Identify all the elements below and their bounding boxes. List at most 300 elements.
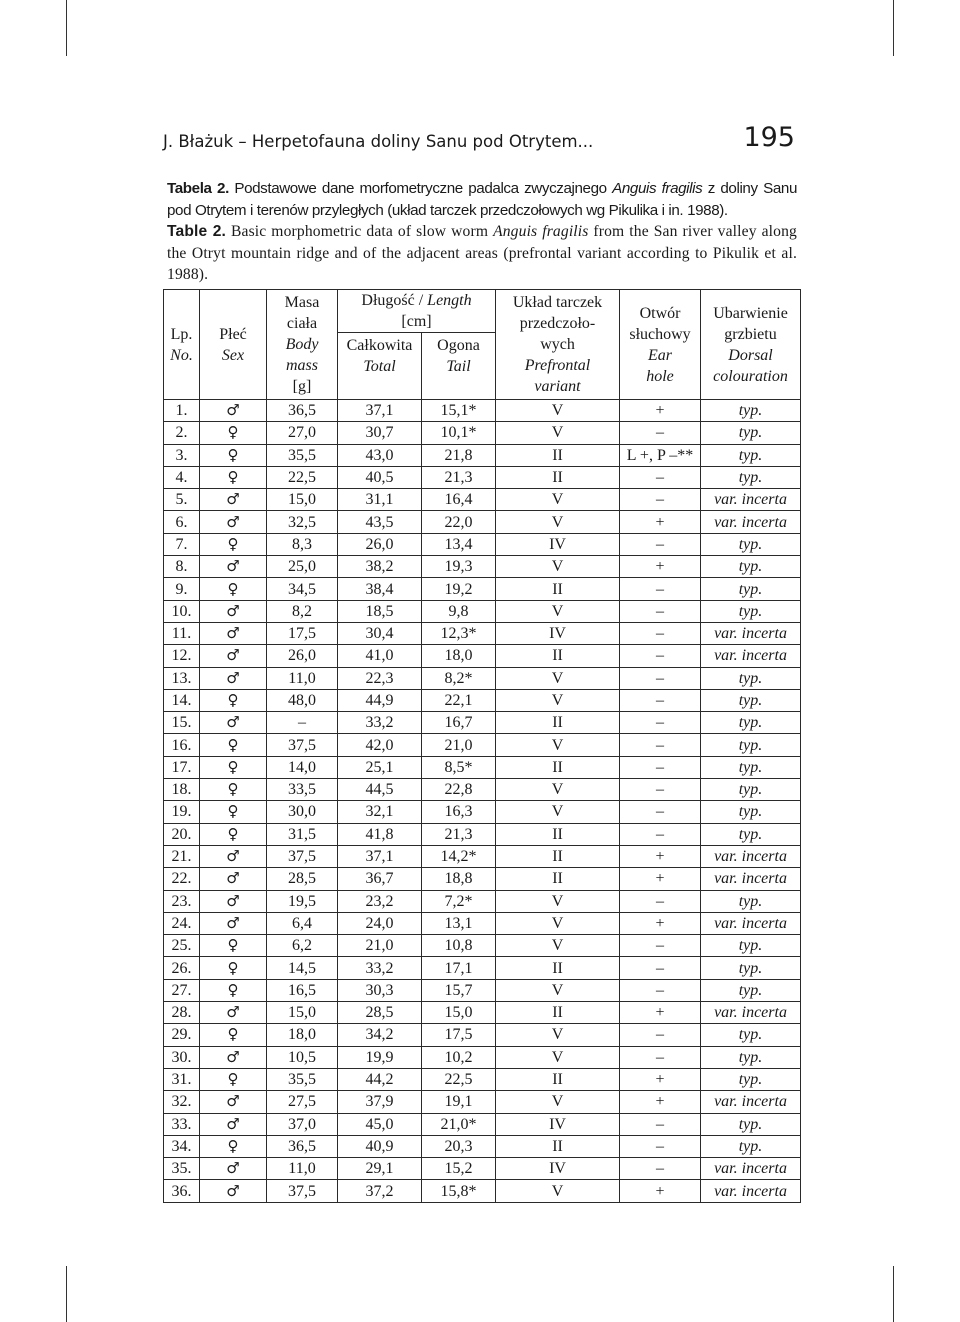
cell-total-length: 18,5 bbox=[338, 600, 422, 622]
cell-prefrontal: II bbox=[496, 1068, 620, 1090]
cell-no: 3. bbox=[164, 444, 200, 466]
table-row bbox=[164, 957, 801, 979]
cell-tail-length: 19,2 bbox=[422, 578, 496, 600]
cell-ear-hole: – bbox=[620, 712, 701, 734]
header-pref-pl2: przedczoło- bbox=[519, 315, 596, 332]
header-sex-pl: Płeć bbox=[219, 325, 247, 343]
cell-ear-hole: – bbox=[620, 957, 701, 979]
cell-dorsal: typ. bbox=[701, 600, 801, 622]
cell-ear-hole: + bbox=[620, 556, 701, 578]
cell-sex: ♂ bbox=[200, 622, 267, 644]
cell-prefrontal: II bbox=[496, 823, 620, 845]
cell-total-length: 21,0 bbox=[338, 935, 422, 957]
header-total-en: Total bbox=[363, 358, 396, 375]
cell-total-length: 30,3 bbox=[338, 979, 422, 1001]
cell-mass: 18,0 bbox=[267, 1024, 338, 1046]
cell-tail-length: 12,3* bbox=[422, 622, 496, 644]
cell-mass: 8,2 bbox=[267, 600, 338, 622]
cell-tail-length: 21,8 bbox=[422, 444, 496, 466]
cell-total-length: 41,0 bbox=[338, 645, 422, 667]
cell-dorsal: typ. bbox=[701, 1046, 801, 1068]
caption-english bbox=[167, 221, 797, 286]
cell-total-length: 22,3 bbox=[338, 667, 422, 689]
cell-total-length: 40,5 bbox=[338, 466, 422, 488]
cell-prefrontal: V bbox=[496, 1046, 620, 1068]
cell-total-length: 37,1 bbox=[338, 845, 422, 867]
cell-no: 30. bbox=[164, 1046, 200, 1068]
cell-tail-length: 22,5 bbox=[422, 1068, 496, 1090]
table-row bbox=[164, 823, 801, 845]
table-row bbox=[164, 756, 801, 778]
cell-total-length: 38,2 bbox=[338, 556, 422, 578]
cell-no: 8. bbox=[164, 556, 200, 578]
cell-no: 18. bbox=[164, 779, 200, 801]
cell-prefrontal: V bbox=[496, 912, 620, 934]
cell-no: 31. bbox=[164, 1068, 200, 1090]
cell-total-length: 38,4 bbox=[338, 578, 422, 600]
cell-prefrontal: II bbox=[496, 712, 620, 734]
cell-sex: ♀ bbox=[200, 779, 267, 801]
cell-total-length: 40,9 bbox=[338, 1135, 422, 1157]
cell-prefrontal: V bbox=[496, 667, 620, 689]
cell-prefrontal: V bbox=[496, 400, 620, 422]
cell-dorsal: var. incerta bbox=[701, 845, 801, 867]
table-row bbox=[164, 1046, 801, 1068]
header-sex-en: Sex bbox=[221, 346, 245, 364]
cell-total-length: 41,8 bbox=[338, 823, 422, 845]
cell-total-length: 28,5 bbox=[338, 1002, 422, 1024]
cell-ear-hole: + bbox=[620, 1002, 701, 1024]
cell-prefrontal: V bbox=[496, 511, 620, 533]
table-row bbox=[164, 1091, 801, 1113]
cell-prefrontal: V bbox=[496, 1091, 620, 1113]
cell-ear-hole: – bbox=[620, 1135, 701, 1157]
cell-ear-hole: – bbox=[620, 622, 701, 644]
cell-tail-length: 10,1* bbox=[422, 422, 496, 444]
cell-mass: 6,2 bbox=[267, 935, 338, 957]
cell-total-length: 42,0 bbox=[338, 734, 422, 756]
cell-prefrontal: V bbox=[496, 600, 620, 622]
cell-no: 26. bbox=[164, 957, 200, 979]
cell-no: 12. bbox=[164, 645, 200, 667]
cell-prefrontal: V bbox=[496, 1024, 620, 1046]
cell-tail-length: 21,0* bbox=[422, 1113, 496, 1135]
cell-total-length: 30,4 bbox=[338, 622, 422, 644]
table-row bbox=[164, 489, 801, 511]
cell-dorsal: var. incerta bbox=[701, 1158, 801, 1180]
cell-dorsal: typ. bbox=[701, 1135, 801, 1157]
cell-no: 32. bbox=[164, 1091, 200, 1113]
cell-dorsal: typ. bbox=[701, 957, 801, 979]
cell-mass: 11,0 bbox=[267, 1158, 338, 1180]
cell-total-length: 44,2 bbox=[338, 1068, 422, 1090]
cell-ear-hole: – bbox=[620, 756, 701, 778]
cell-dorsal: typ. bbox=[701, 667, 801, 689]
cell-mass: 30,0 bbox=[267, 801, 338, 823]
table-row bbox=[164, 1024, 801, 1046]
cell-tail-length: 9,8 bbox=[422, 600, 496, 622]
cell-no: 36. bbox=[164, 1180, 200, 1202]
cell-dorsal: typ. bbox=[701, 756, 801, 778]
header-length-unit: [cm] bbox=[401, 313, 432, 330]
table-row bbox=[164, 1113, 801, 1135]
header-pref-pl1: Układ tarczek bbox=[512, 294, 603, 311]
cell-tail-length: 8,2* bbox=[422, 667, 496, 689]
table-row bbox=[164, 712, 801, 734]
cell-mass: 37,0 bbox=[267, 1113, 338, 1135]
cell-mass: 11,0 bbox=[267, 667, 338, 689]
cell-sex: ♂ bbox=[200, 912, 267, 934]
cell-total-length: 36,7 bbox=[338, 868, 422, 890]
cell-sex: ♂ bbox=[200, 645, 267, 667]
cell-total-length: 29,1 bbox=[338, 1158, 422, 1180]
cell-no: 22. bbox=[164, 868, 200, 890]
cell-tail-length: 18,8 bbox=[422, 868, 496, 890]
cell-mass: 22,5 bbox=[267, 466, 338, 488]
cell-ear-hole: – bbox=[620, 1024, 701, 1046]
header-dorsal-pl1: Ubarwienie bbox=[713, 304, 788, 322]
cell-no: 4. bbox=[164, 466, 200, 488]
cell-prefrontal: V bbox=[496, 1180, 620, 1202]
cell-mass: 37,5 bbox=[267, 1180, 338, 1202]
cell-no: 13. bbox=[164, 667, 200, 689]
crop-mark-bottom-right bbox=[893, 1266, 894, 1322]
caption-polish bbox=[167, 178, 797, 221]
cell-no: 25. bbox=[164, 935, 200, 957]
header-length bbox=[338, 290, 496, 333]
table-row bbox=[164, 801, 801, 823]
cell-sex: ♂ bbox=[200, 1046, 267, 1068]
cell-dorsal: typ. bbox=[701, 935, 801, 957]
cell-ear-hole: – bbox=[620, 600, 701, 622]
caption-en-text-after: from the San river valley along the Otryt mountain ridge and of the adjacent areas (prefrontal variant according to Pikulik et al. 1988). bbox=[167, 223, 797, 283]
cell-sex: ♀ bbox=[200, 979, 267, 1001]
cell-no: 17. bbox=[164, 756, 200, 778]
table-row bbox=[164, 578, 801, 600]
cell-ear-hole: – bbox=[620, 979, 701, 1001]
header-pref-pl3: wych bbox=[540, 336, 575, 353]
cell-sex: ♂ bbox=[200, 1002, 267, 1024]
cell-prefrontal: V bbox=[496, 422, 620, 444]
header-dorsal bbox=[701, 290, 801, 400]
cell-tail-length: 19,1 bbox=[422, 1091, 496, 1113]
cell-mass: 31,5 bbox=[267, 823, 338, 845]
cell-tail-length: 8,5* bbox=[422, 756, 496, 778]
cell-mass: 8,3 bbox=[267, 533, 338, 555]
cell-tail-length: 13,1 bbox=[422, 912, 496, 934]
cell-no: 34. bbox=[164, 1135, 200, 1157]
cell-sex: ♀ bbox=[200, 801, 267, 823]
cell-mass: 19,5 bbox=[267, 890, 338, 912]
caption-en-text-before: Basic morphometric data of slow worm bbox=[226, 223, 494, 240]
cell-total-length: 33,2 bbox=[338, 957, 422, 979]
cell-sex: ♀ bbox=[200, 689, 267, 711]
caption-pl-text-before: Podstawowe dane morfometryczne padalca zwyczajnego bbox=[228, 180, 613, 197]
header-length-pl: Długość bbox=[361, 292, 415, 309]
cell-dorsal: var. incerta bbox=[701, 511, 801, 533]
cell-mass: 17,5 bbox=[267, 622, 338, 644]
cell-mass: 25,0 bbox=[267, 556, 338, 578]
cell-tail-length: 14,2* bbox=[422, 845, 496, 867]
table-row bbox=[164, 868, 801, 890]
cell-tail-length: 16,4 bbox=[422, 489, 496, 511]
cell-prefrontal: II bbox=[496, 1135, 620, 1157]
cell-ear-hole: – bbox=[620, 1046, 701, 1068]
table-row bbox=[164, 935, 801, 957]
table-row bbox=[164, 667, 801, 689]
header-sex bbox=[200, 290, 267, 400]
table-row bbox=[164, 600, 801, 622]
cell-total-length: 34,2 bbox=[338, 1024, 422, 1046]
header-mass-pl1: Masa bbox=[284, 294, 320, 311]
cell-prefrontal: II bbox=[496, 645, 620, 667]
cell-ear-hole: + bbox=[620, 1180, 701, 1202]
cell-dorsal: typ. bbox=[701, 734, 801, 756]
cell-prefrontal: II bbox=[496, 756, 620, 778]
running-head-title: J. Błażuk – Herpetofauna doliny Sanu pod Otrytem... bbox=[163, 132, 594, 151]
header-total bbox=[338, 333, 422, 400]
cell-tail-length: 15,2 bbox=[422, 1158, 496, 1180]
caption-pl-text-after: z doliny Sanu pod Otrytem i terenów przyległych (układ tarczek przedczołowych wg Pikulika i in. 1988). bbox=[167, 180, 797, 219]
cell-mass: 15,0 bbox=[267, 489, 338, 511]
header-total-pl: Całkowita bbox=[346, 337, 413, 354]
cell-sex: ♂ bbox=[200, 868, 267, 890]
cell-dorsal: typ. bbox=[701, 533, 801, 555]
table-row bbox=[164, 533, 801, 555]
cell-total-length: 23,2 bbox=[338, 890, 422, 912]
cell-prefrontal: IV bbox=[496, 1158, 620, 1180]
header-ear-pl1: Otwór bbox=[639, 304, 681, 322]
cell-tail-length: 21,3 bbox=[422, 823, 496, 845]
header-ear-pl2: słuchowy bbox=[629, 325, 691, 343]
cell-no: 29. bbox=[164, 1024, 200, 1046]
cell-total-length: 37,9 bbox=[338, 1091, 422, 1113]
table-row bbox=[164, 1158, 801, 1180]
cell-ear-hole: – bbox=[620, 823, 701, 845]
cell-no: 28. bbox=[164, 1002, 200, 1024]
table-row bbox=[164, 845, 801, 867]
cell-tail-length: 17,5 bbox=[422, 1024, 496, 1046]
caption-pl-label: Tabela 2. bbox=[167, 180, 229, 197]
header-mass-en2: mass bbox=[285, 357, 318, 374]
cell-prefrontal: IV bbox=[496, 533, 620, 555]
header-pref-en1: Prefrontal bbox=[524, 357, 591, 374]
cell-sex: ♂ bbox=[200, 400, 267, 422]
cell-dorsal: typ. bbox=[701, 712, 801, 734]
cell-ear-hole: + bbox=[620, 511, 701, 533]
cell-ear-hole: – bbox=[620, 1113, 701, 1135]
cell-no: 7. bbox=[164, 533, 200, 555]
cell-dorsal: typ. bbox=[701, 689, 801, 711]
cell-ear-hole: + bbox=[620, 912, 701, 934]
table-row bbox=[164, 444, 801, 466]
cell-ear-hole: – bbox=[620, 489, 701, 511]
header-pref-en2: variant bbox=[534, 378, 581, 395]
cell-tail-length: 15,8* bbox=[422, 1180, 496, 1202]
cell-tail-length: 22,8 bbox=[422, 779, 496, 801]
table-row bbox=[164, 1180, 801, 1202]
cell-prefrontal: II bbox=[496, 957, 620, 979]
cell-tail-length: 15,1* bbox=[422, 400, 496, 422]
header-tail-pl: Ogona bbox=[437, 337, 480, 354]
table-row bbox=[164, 1135, 801, 1157]
cell-mass: 35,5 bbox=[267, 444, 338, 466]
cell-sex: ♀ bbox=[200, 1135, 267, 1157]
cell-dorsal: typ. bbox=[701, 890, 801, 912]
cell-mass: 14,5 bbox=[267, 957, 338, 979]
cell-sex: ♀ bbox=[200, 756, 267, 778]
crop-mark-top-left bbox=[66, 0, 67, 56]
table-row bbox=[164, 689, 801, 711]
cell-dorsal: var. incerta bbox=[701, 645, 801, 667]
cell-sex: ♀ bbox=[200, 444, 267, 466]
cell-tail-length: 21,3 bbox=[422, 466, 496, 488]
cell-prefrontal: V bbox=[496, 734, 620, 756]
table-row bbox=[164, 622, 801, 644]
header-no bbox=[164, 290, 200, 400]
cell-total-length: 44,9 bbox=[338, 689, 422, 711]
cell-no: 20. bbox=[164, 823, 200, 845]
cell-no: 5. bbox=[164, 489, 200, 511]
cell-dorsal: typ. bbox=[701, 1024, 801, 1046]
crop-mark-bottom-left bbox=[66, 1266, 67, 1322]
caption-pl-species: Anguis fragilis bbox=[612, 180, 703, 197]
cell-mass: 37,5 bbox=[267, 845, 338, 867]
header-length-sep: / bbox=[414, 292, 428, 309]
cell-dorsal: typ. bbox=[701, 422, 801, 444]
cell-no: 24. bbox=[164, 912, 200, 934]
table-body bbox=[164, 400, 801, 1203]
cell-no: 10. bbox=[164, 600, 200, 622]
cell-total-length: 32,1 bbox=[338, 801, 422, 823]
cell-no: 19. bbox=[164, 801, 200, 823]
cell-total-length: 43,0 bbox=[338, 444, 422, 466]
cell-total-length: 37,2 bbox=[338, 1180, 422, 1202]
cell-tail-length: 16,7 bbox=[422, 712, 496, 734]
cell-no: 11. bbox=[164, 622, 200, 644]
cell-prefrontal: V bbox=[496, 935, 620, 957]
cell-prefrontal: V bbox=[496, 489, 620, 511]
cell-prefrontal: II bbox=[496, 845, 620, 867]
cell-total-length: 19,9 bbox=[338, 1046, 422, 1068]
table-row bbox=[164, 1068, 801, 1090]
cell-no: 1. bbox=[164, 400, 200, 422]
cell-total-length: 25,1 bbox=[338, 756, 422, 778]
cell-tail-length: 7,2* bbox=[422, 890, 496, 912]
cell-no: 15. bbox=[164, 712, 200, 734]
table-row bbox=[164, 1002, 801, 1024]
cell-mass: 27,0 bbox=[267, 422, 338, 444]
cell-total-length: 30,7 bbox=[338, 422, 422, 444]
cell-dorsal: var. incerta bbox=[701, 1002, 801, 1024]
cell-sex: ♂ bbox=[200, 556, 267, 578]
cell-ear-hole: – bbox=[620, 578, 701, 600]
cell-sex: ♂ bbox=[200, 489, 267, 511]
cell-sex: ♂ bbox=[200, 845, 267, 867]
cell-mass: 6,4 bbox=[267, 912, 338, 934]
header-ear-en1: Ear bbox=[648, 346, 673, 364]
cell-dorsal: var. incerta bbox=[701, 868, 801, 890]
cell-mass: 10,5 bbox=[267, 1046, 338, 1068]
cell-tail-length: 21,0 bbox=[422, 734, 496, 756]
cell-sex: ♀ bbox=[200, 1068, 267, 1090]
header-ear-en2: hole bbox=[646, 367, 674, 385]
cell-dorsal: typ. bbox=[701, 801, 801, 823]
header-tail bbox=[422, 333, 496, 400]
header-dorsal-en2: colouration bbox=[713, 367, 788, 385]
cell-ear-hole: – bbox=[620, 801, 701, 823]
caption-en-label: Table 2. bbox=[167, 223, 227, 240]
cell-sex: ♀ bbox=[200, 578, 267, 600]
cell-no: 2. bbox=[164, 422, 200, 444]
cell-total-length: 31,1 bbox=[338, 489, 422, 511]
cell-dorsal: var. incerta bbox=[701, 622, 801, 644]
cell-total-length: 37,1 bbox=[338, 400, 422, 422]
cell-ear-hole: – bbox=[620, 734, 701, 756]
cell-mass: 27,5 bbox=[267, 1091, 338, 1113]
cell-prefrontal: V bbox=[496, 801, 620, 823]
cell-dorsal: typ. bbox=[701, 1113, 801, 1135]
cell-prefrontal: V bbox=[496, 556, 620, 578]
cell-dorsal: var. incerta bbox=[701, 912, 801, 934]
cell-tail-length: 20,3 bbox=[422, 1135, 496, 1157]
cell-ear-hole: + bbox=[620, 868, 701, 890]
table-row bbox=[164, 912, 801, 934]
cell-sex: ♂ bbox=[200, 511, 267, 533]
header-mass bbox=[267, 290, 338, 400]
cell-dorsal: typ. bbox=[701, 400, 801, 422]
cell-tail-length: 10,2 bbox=[422, 1046, 496, 1068]
header-mass-pl2: ciała bbox=[286, 315, 318, 332]
cell-sex: ♂ bbox=[200, 600, 267, 622]
cell-sex: ♀ bbox=[200, 957, 267, 979]
header-mass-unit: [g] bbox=[292, 378, 312, 395]
cell-dorsal: typ. bbox=[701, 979, 801, 1001]
table-row bbox=[164, 511, 801, 533]
cell-sex: ♀ bbox=[200, 422, 267, 444]
cell-prefrontal: II bbox=[496, 1002, 620, 1024]
cell-dorsal: typ. bbox=[701, 823, 801, 845]
cell-sex: ♂ bbox=[200, 1180, 267, 1202]
cell-mass: 16,5 bbox=[267, 979, 338, 1001]
table-row bbox=[164, 556, 801, 578]
header-tail-en: Tail bbox=[446, 358, 471, 375]
cell-tail-length: 22,0 bbox=[422, 511, 496, 533]
cell-prefrontal: II bbox=[496, 444, 620, 466]
header-prefrontal bbox=[496, 290, 620, 400]
cell-sex: ♂ bbox=[200, 1158, 267, 1180]
cell-total-length: 44,5 bbox=[338, 779, 422, 801]
cell-ear-hole: L +, P –** bbox=[620, 444, 701, 466]
morphometric-table bbox=[163, 289, 801, 1203]
cell-sex: ♀ bbox=[200, 466, 267, 488]
table-row bbox=[164, 734, 801, 756]
cell-dorsal: typ. bbox=[701, 466, 801, 488]
cell-mass: 32,5 bbox=[267, 511, 338, 533]
cell-prefrontal: V bbox=[496, 979, 620, 1001]
cell-mass: 33,5 bbox=[267, 779, 338, 801]
table-caption bbox=[167, 178, 797, 286]
header-dorsal-pl2: grzbietu bbox=[724, 325, 777, 343]
cell-no: 23. bbox=[164, 890, 200, 912]
cell-ear-hole: – bbox=[620, 1158, 701, 1180]
crop-mark-top-right bbox=[893, 0, 894, 56]
table-row bbox=[164, 890, 801, 912]
header-no-pl: Lp. bbox=[170, 325, 193, 343]
cell-sex: ♀ bbox=[200, 935, 267, 957]
cell-total-length: 43,5 bbox=[338, 511, 422, 533]
cell-total-length: 45,0 bbox=[338, 1113, 422, 1135]
